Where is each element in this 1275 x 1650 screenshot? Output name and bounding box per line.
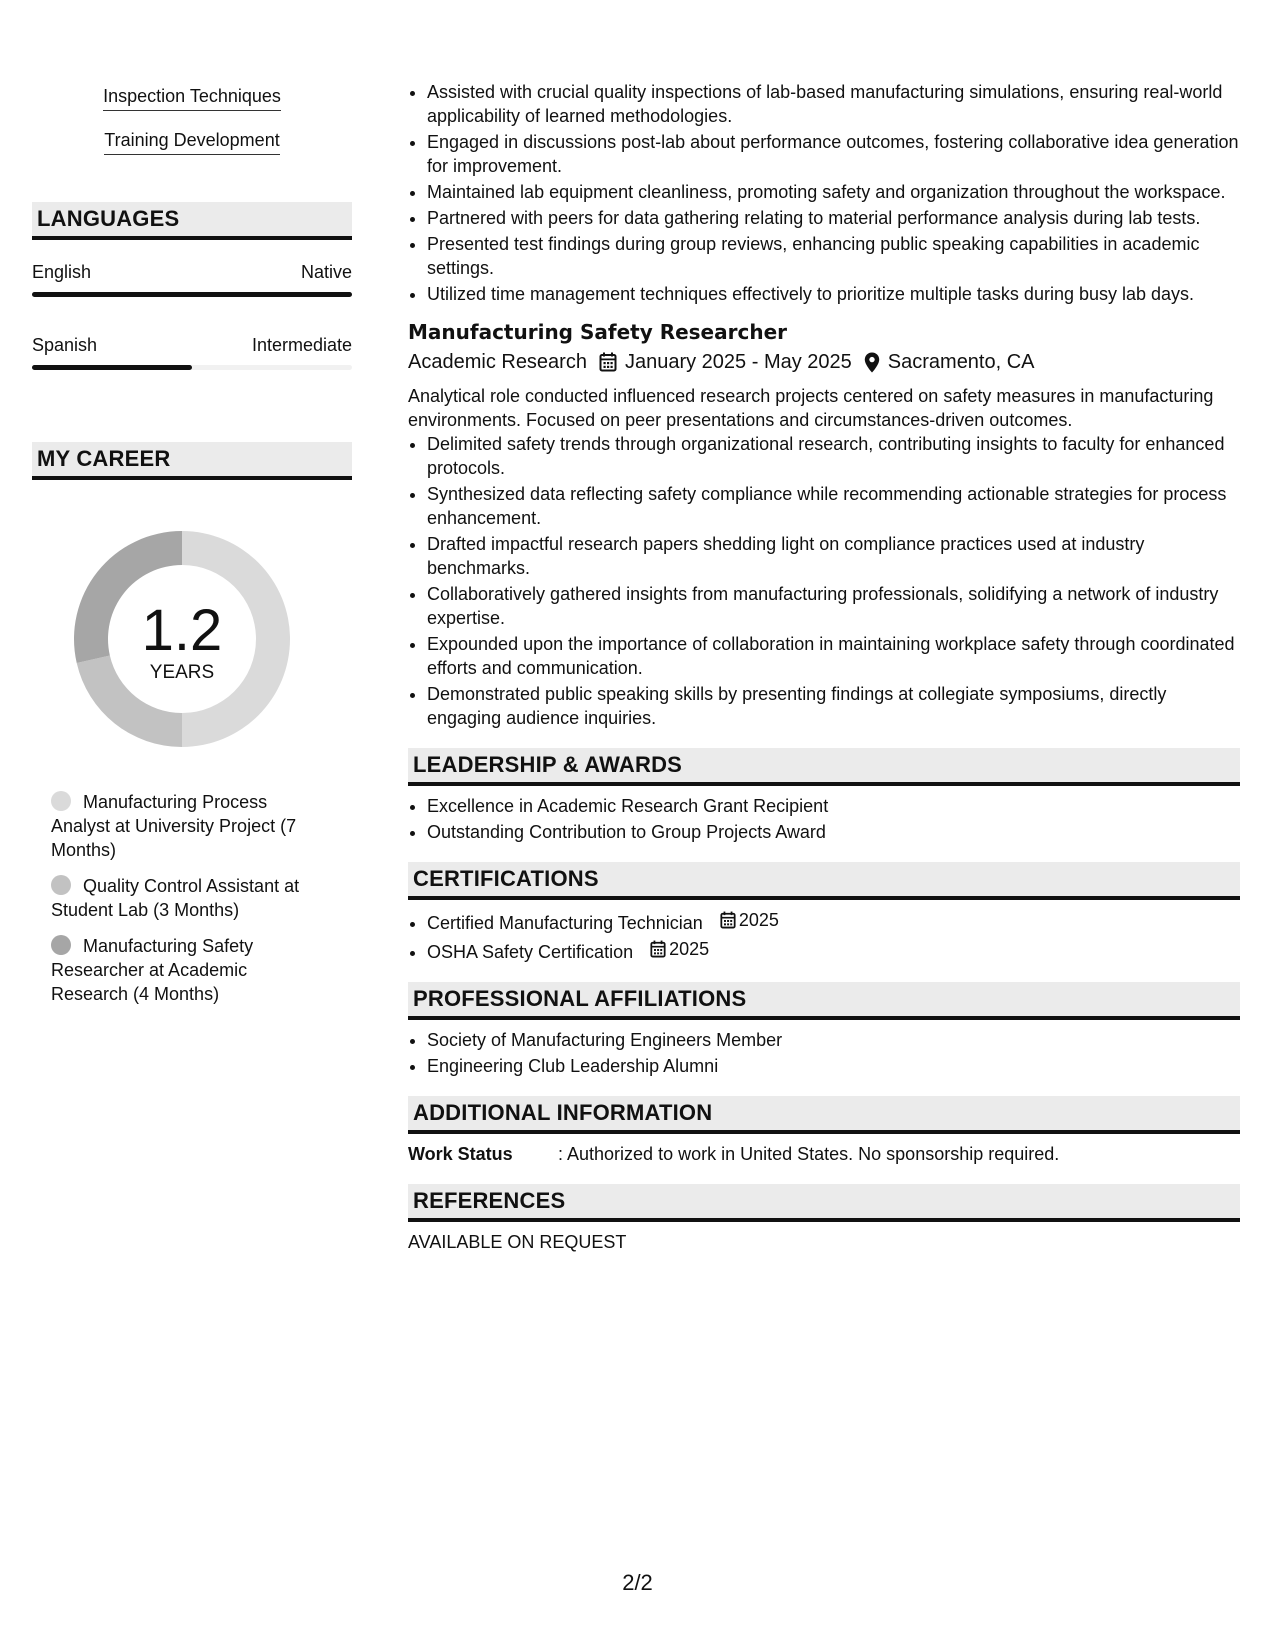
list-item: • Partnered with peers for data gathering relating to material performance analysis during lab tests.	[427, 206, 1240, 230]
list-item: • Maintained lab equipment cleanliness, promoting safety and organization throughout the workspace.	[427, 180, 1240, 204]
career-legend-item: Manufacturing Process Analyst at University Project (7 Months)	[51, 792, 297, 860]
language-level: Intermediate	[251, 335, 352, 355]
skill-item: Training Development	[32, 128, 352, 155]
references-heading: REFERENCES	[408, 1184, 1240, 1222]
left-column	[32, 84, 352, 1018]
list-item: • Assisted with crucial quality inspections of lab-based manufacturing simulations, ensuring real-world applicability of learned methodologies.	[427, 80, 1240, 128]
certification-name: OSHA Safety Certification	[427, 942, 634, 962]
calendar-icon	[720, 911, 736, 929]
language-name: English	[32, 262, 92, 282]
list-item: • Expounded upon the importance of collaboration in maintaining workplace safety through coordinated efforts and communication.	[427, 632, 1240, 680]
additional-info-heading: ADDITIONAL INFORMATION	[408, 1096, 1240, 1134]
job-company: Academic Research	[408, 351, 587, 373]
list-item: • Engaged in discussions post-lab about performance outcomes, fostering collaborative idea generation for improvement.	[427, 130, 1240, 178]
certifications-heading: CERTIFICATIONS	[408, 862, 1240, 900]
career-donut-chart	[67, 524, 297, 754]
job-bullets	[408, 432, 1240, 730]
certification-year: 2025	[738, 910, 779, 930]
certification-item	[427, 908, 1240, 935]
language-proficiency-fill	[32, 292, 352, 297]
list-item: • Drafted impactful research papers shedding light on compliance practices used at industry benchmarks.	[427, 532, 1240, 580]
page-number: 2/2	[622, 1570, 653, 1595]
list-item: • Demonstrated public speaking skills by presenting findings at collegiate symposiums, directly engaging audience inquiries.	[427, 682, 1240, 730]
list-item: • Collaboratively gathered insights from manufacturing professionals, solidifying a network of industry expertise.	[427, 582, 1240, 630]
career-legend-item: Quality Control Assistant at Student Lab (3 Months)	[51, 876, 300, 920]
list-item: • Engineering Club Leadership Alumni	[427, 1054, 1240, 1078]
calendar-icon	[599, 352, 617, 372]
list-item: • Outstanding Contribution to Group Projects Award	[427, 820, 1240, 844]
language-proficiency-bar	[32, 365, 352, 370]
language-name: Spanish	[32, 335, 98, 355]
certifications-section	[408, 862, 1240, 964]
map-pin-icon	[864, 352, 880, 373]
legend-dot	[51, 935, 71, 955]
career-legend	[51, 790, 321, 1006]
language-level: Native	[300, 262, 352, 282]
career-total-unit: YEARS	[149, 662, 215, 683]
references-text: AVAILABLE ON REQUEST	[408, 1232, 627, 1252]
right-column	[408, 80, 1240, 1254]
previous-job-bullets	[408, 80, 1240, 306]
career-heading: MY CAREER	[32, 442, 352, 480]
additional-info-section	[408, 1096, 1240, 1166]
list-item: • Excellence in Academic Research Grant Recipient	[427, 794, 1240, 818]
affiliations-section	[408, 982, 1240, 1078]
references-section	[408, 1184, 1240, 1254]
work-status-label: Work Status	[408, 1144, 513, 1164]
language-proficiency-fill	[32, 365, 192, 370]
leadership-heading: LEADERSHIP & AWARDS	[408, 748, 1240, 786]
affiliations-heading: PROFESSIONAL AFFILIATIONS	[408, 982, 1240, 1020]
job-dates: January 2025 - May 2025	[624, 351, 852, 373]
list-item: • Society of Manufacturing Engineers Member	[427, 1028, 1240, 1052]
skill-item: Inspection Techniques	[32, 84, 352, 111]
legend-dot	[51, 875, 71, 895]
work-status-row	[408, 1142, 1240, 1166]
career-legend-item: Manufacturing Safety Researcher at Academic Research (4 Months)	[51, 936, 254, 1004]
language-item	[32, 260, 352, 297]
leadership-section	[408, 748, 1240, 844]
list-item: • Synthesized data reflecting safety compliance while recommending actionable strategies for process enhancement.	[427, 482, 1240, 530]
language-proficiency-bar	[32, 292, 352, 297]
language-item	[32, 333, 352, 370]
list-item: • Utilized time management techniques effectively to prioritize multiple tasks during busy lab days.	[427, 282, 1240, 306]
job-summary: Analytical role conducted influenced research projects centered on safety measures in manufacturing environments. Focused on peer presentations and circumstances-driven outcomes.	[408, 386, 1214, 430]
job-meta	[408, 348, 1240, 376]
certification-name: Certified Manufacturing Technician	[427, 913, 703, 933]
career-total-value: 1.2	[141, 598, 223, 663]
certification-item	[427, 937, 1240, 964]
list-item: • Delimited safety trends through organizational research, contributing insights to faculty for enhanced protocols.	[427, 432, 1240, 480]
list-item: • Presented test findings during group reviews, enhancing public speaking capabilities in academic settings.	[427, 232, 1240, 280]
job-title: Manufacturing Safety Researcher	[408, 320, 788, 344]
legend-dot	[51, 791, 71, 811]
calendar-icon	[650, 940, 666, 958]
certification-year: 2025	[669, 939, 710, 959]
work-status-value: : Authorized to work in United States. No sponsorship required.	[558, 1144, 1060, 1164]
languages-heading: LANGUAGES	[32, 202, 352, 240]
job-location: Sacramento, CA	[887, 351, 1035, 373]
